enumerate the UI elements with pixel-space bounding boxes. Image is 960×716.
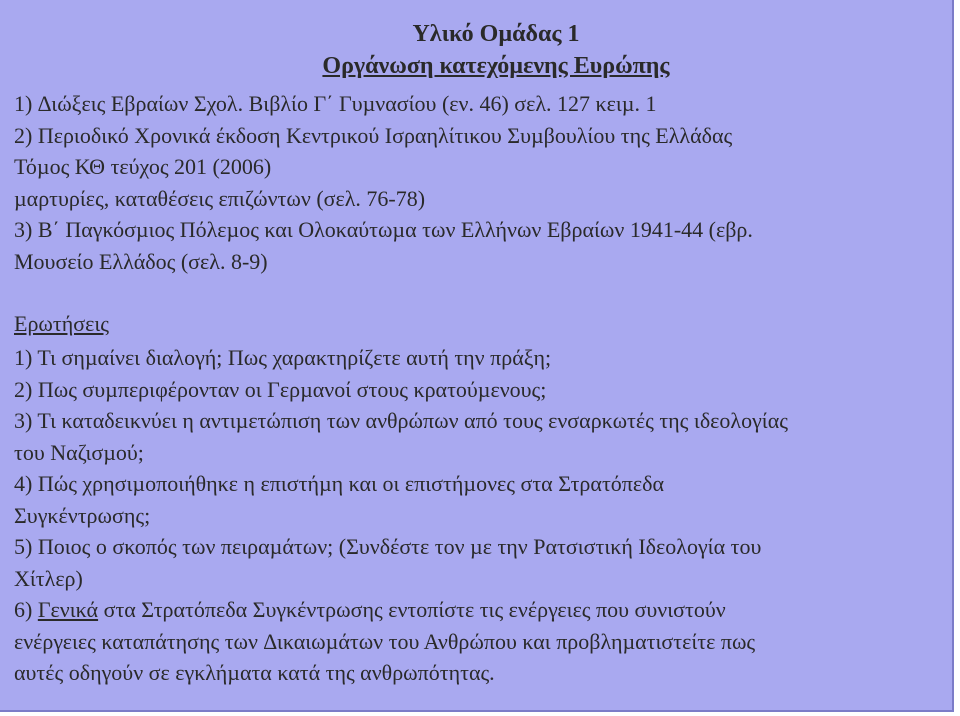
source-line: Τόµος ΚΘ τεύχος 201 (2006) [14,154,272,179]
question-3-line-2: του Ναζισµού; [14,439,144,465]
question-1: 1) Τι σηµαίνει διαλογή; Πως χαρακτηρίζετε αυτή την πράξη; [14,345,552,370]
slide-title: Υλικό Οµάδας 1 [412,21,580,47]
source-line: 2) Περιοδικό Χρονικά έκδοση Κεντρικού Ισραηλίτικου Συµβουλίου της Ελλάδας [14,122,733,148]
question-6-line-1 [14,594,949,626]
question-6-emphasis: Γενικά [37,597,99,622]
question-2: 2) Πως συµπεριφέρονταν οι Γερµανοί στους κρατούµενους; [14,376,547,402]
question-5-line-2: Χίτλερ) [14,565,83,591]
question-4-line-2: Συγκέντρωσης; [14,502,151,528]
question-6-text: στα Στρατόπεδα Συγκέντρωσης εντοπίστε τις ενέργειες που συνιστούν [98,597,726,622]
sources-list [14,88,944,277]
question-4-line-1: 4) Πώς χρησιµοποιήθηκε η επιστήµη και οι επιστήµονες στα Στρατόπεδα [14,471,665,496]
questions-list [14,342,949,689]
question-6-number: 6) [14,597,38,622]
question-6-line-2: ενέργειες καταπάτησης των ∆ικαιωµάτων του Ανθρώπου και προβληµατιστείτε πως [14,628,756,654]
question-6-line-3: αυτές οδηγούν σε εγκλήµατα κατά της ανθρωπότητας. [14,660,495,685]
source-line: Μουσείο Ελλάδος (σελ. 8-9) [14,248,268,274]
source-line: 1) ∆ιώξεις Εβραίων Σχολ. Βιβλίο Γ΄ Γυµνασίου (εν. 46) σελ. 127 κειµ. 1 [14,91,657,116]
questions-heading: Ερωτήσεις [14,311,109,336]
source-line: 3) Β΄ Παγκόσµιος Πόλεµος και Ολοκαύτωµα των Ελλήνων Εβραίων 1941-44 (εβρ. [14,217,753,242]
slide-subtitle: Οργάνωση κατεχόµενης Ευρώπης [322,53,670,79]
title-block [0,18,952,82]
source-line: µαρτυρίες, καταθέσεις επιζώντων (σελ. 76-78) [14,185,426,211]
question-3-line-1: 3) Τι καταδεικνύει η αντιµετώπιση των ανθρώπων από τους ενσαρκωτές της ιδεολογίας [14,408,788,433]
question-5-line-1: 5) Ποιος ο σκοπός των πειραµάτων; (Συνδέστε τον µε την Ρατσιστική Ιδεολογία του [14,534,762,559]
